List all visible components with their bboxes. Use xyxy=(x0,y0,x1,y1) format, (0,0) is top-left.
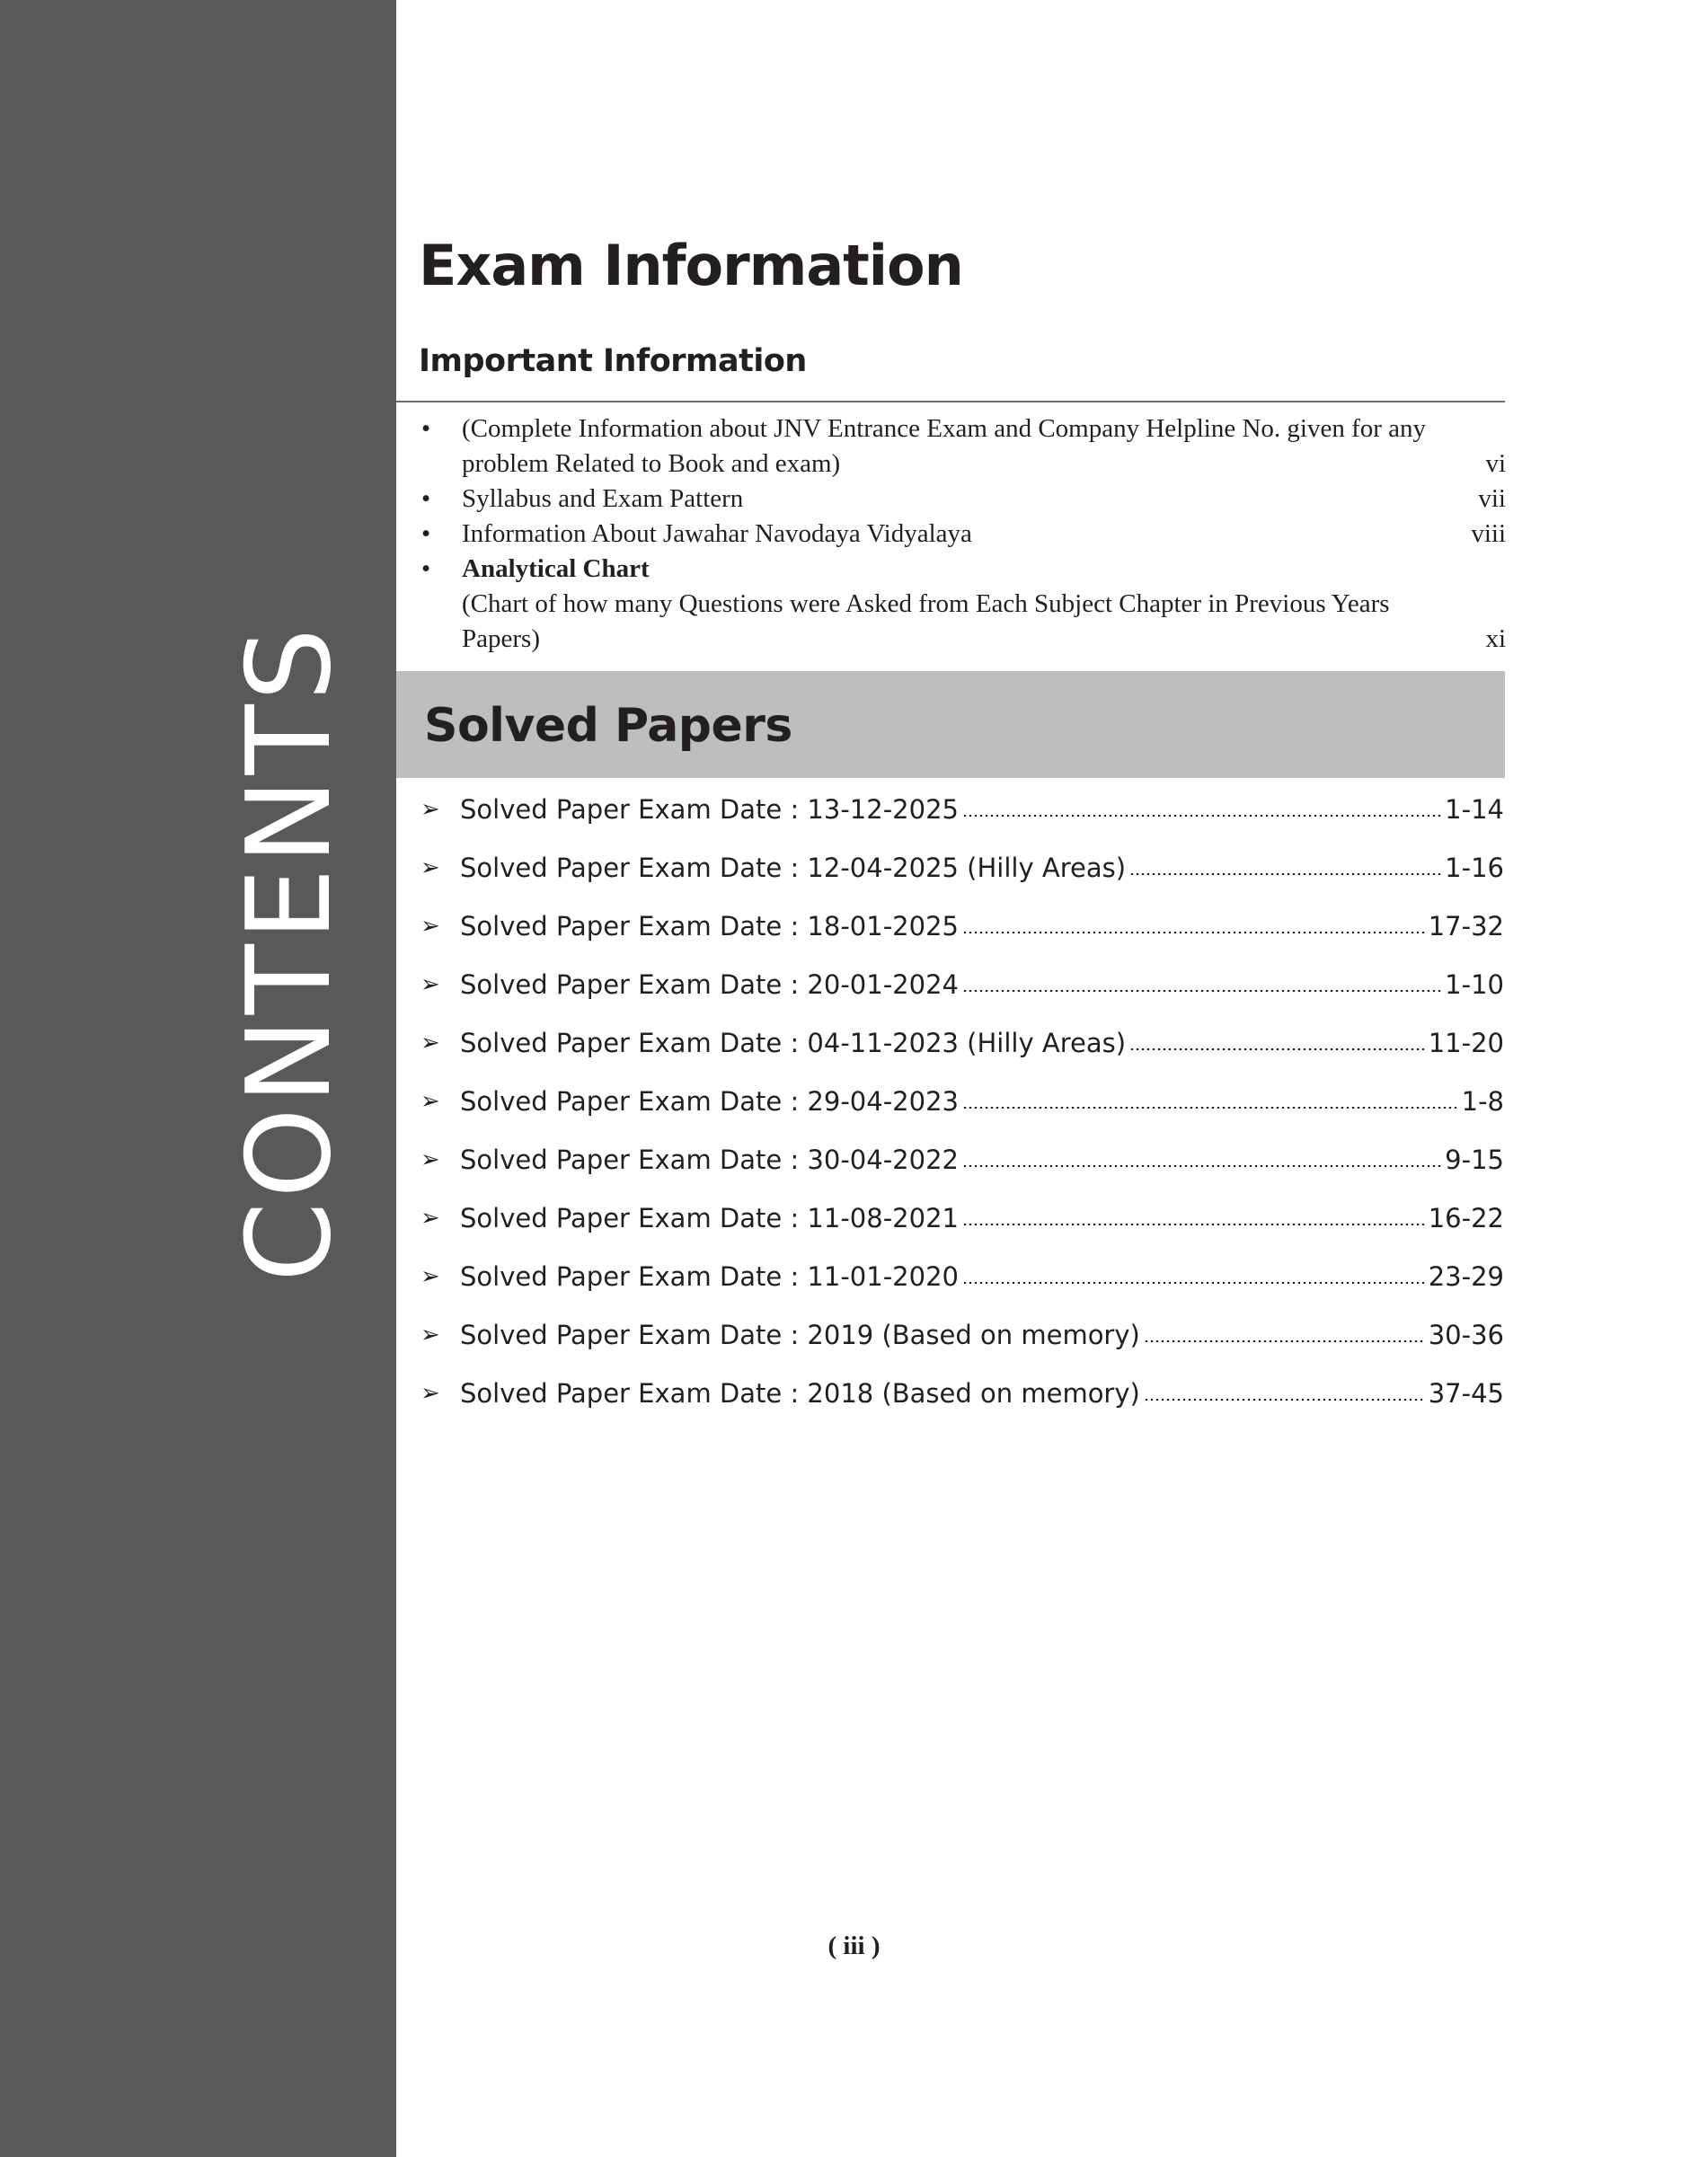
solved-paper-entry xyxy=(420,848,1504,888)
solved-paper-entry xyxy=(420,790,1504,829)
solved-paper-pages: 1-10 xyxy=(1445,969,1504,1000)
exam-information-title: Exam Information xyxy=(419,233,963,298)
dot-leader xyxy=(962,1107,1458,1109)
info-page-number: vii xyxy=(1478,484,1506,513)
info-line xyxy=(419,482,1506,516)
info-page-number: vi xyxy=(1485,449,1506,478)
solved-paper-pages: 37-45 xyxy=(1428,1378,1504,1409)
solved-paper-label: Solved Paper Exam Date : 11-08-2021 xyxy=(460,1203,959,1233)
section-divider xyxy=(396,401,1505,402)
solved-paper-label: Solved Paper Exam Date : 18-01-2025 xyxy=(460,911,959,941)
info-text: Information About Jawahar Navodaya Vidyalaya xyxy=(462,519,972,548)
dot-leader xyxy=(962,990,1441,992)
solved-paper-label: Solved Paper Exam Date : 2018 (Based on memory) xyxy=(460,1378,1140,1409)
sidebar-title: CONTENTS xyxy=(223,623,357,1283)
dot-leader xyxy=(962,932,1425,933)
bullet-marker: • xyxy=(421,554,431,583)
dot-leader xyxy=(962,1224,1425,1225)
solved-paper-pages: 16-22 xyxy=(1428,1203,1504,1233)
info-line xyxy=(419,552,1506,586)
solved-paper-label: Solved Paper Exam Date : 30-04-2022 xyxy=(460,1145,959,1175)
solved-paper-pages: 17-32 xyxy=(1428,911,1504,941)
info-line xyxy=(419,411,1506,446)
dot-leader xyxy=(1144,1340,1425,1342)
solved-paper-entry xyxy=(420,1023,1504,1063)
arrow-bullet-icon: ➢ xyxy=(420,1030,440,1056)
solved-paper-pages: 11-20 xyxy=(1428,1028,1504,1058)
solved-paper-pages: 30-36 xyxy=(1428,1320,1504,1350)
solved-papers-title: Solved Papers xyxy=(424,699,792,753)
arrow-bullet-icon: ➢ xyxy=(420,796,440,823)
solved-paper-entry xyxy=(420,1374,1504,1413)
important-information-heading: Important Information xyxy=(419,343,807,379)
bullet-marker: • xyxy=(421,414,431,443)
info-text: Syllabus and Exam Pattern xyxy=(462,484,744,513)
solved-paper-label: Solved Paper Exam Date : 20-01-2024 xyxy=(460,969,959,1000)
dot-leader xyxy=(962,815,1441,817)
solved-paper-label: Solved Paper Exam Date : 12-04-2025 (Hilly Areas) xyxy=(460,853,1127,883)
info-text: Papers) xyxy=(462,624,540,653)
solved-paper-entry xyxy=(420,1198,1504,1238)
arrow-bullet-icon: ➢ xyxy=(420,1263,440,1290)
dot-leader xyxy=(962,1165,1441,1167)
dot-leader xyxy=(1144,1399,1425,1401)
info-line xyxy=(419,446,1506,481)
dot-leader xyxy=(1129,873,1441,875)
solved-paper-label: Solved Paper Exam Date : 13-12-2025 xyxy=(460,794,959,825)
arrow-bullet-icon: ➢ xyxy=(420,1322,440,1348)
info-text: (Chart of how many Questions were Asked from Each Subject Chapter in Previous Years xyxy=(462,589,1390,618)
solved-paper-label: Solved Paper Exam Date : 2019 (Based on memory) xyxy=(460,1320,1140,1350)
info-text: (Complete Information about JNV Entrance Exam and Company Helpline No. given for any xyxy=(462,414,1426,443)
solved-paper-pages: 1-14 xyxy=(1445,794,1504,825)
dot-leader xyxy=(1129,1048,1425,1050)
arrow-bullet-icon: ➢ xyxy=(420,913,440,940)
info-text: problem Related to Book and exam) xyxy=(462,449,841,478)
info-page-number: xi xyxy=(1485,624,1506,653)
solved-paper-entry xyxy=(420,965,1504,1004)
solved-paper-pages: 23-29 xyxy=(1428,1261,1504,1292)
info-line xyxy=(419,587,1506,621)
solved-paper-entry xyxy=(420,906,1504,946)
arrow-bullet-icon: ➢ xyxy=(420,1146,440,1173)
contents-sidebar xyxy=(0,0,396,2157)
arrow-bullet-icon: ➢ xyxy=(420,1088,440,1115)
info-line xyxy=(419,622,1506,656)
solved-paper-label: Solved Paper Exam Date : 29-04-2023 xyxy=(460,1086,959,1117)
solved-paper-entry xyxy=(420,1257,1504,1296)
solved-paper-pages: 1-8 xyxy=(1461,1086,1504,1117)
solved-paper-entry xyxy=(420,1315,1504,1355)
solved-paper-label: Solved Paper Exam Date : 04-11-2023 (Hilly Areas) xyxy=(460,1028,1127,1058)
page-number: ( iii ) xyxy=(827,1932,881,1960)
arrow-bullet-icon: ➢ xyxy=(420,1380,440,1407)
solved-paper-entry xyxy=(420,1082,1504,1121)
dot-leader xyxy=(962,1282,1425,1284)
solved-paper-entry xyxy=(420,1140,1504,1180)
arrow-bullet-icon: ➢ xyxy=(420,854,440,881)
arrow-bullet-icon: ➢ xyxy=(420,1205,440,1232)
arrow-bullet-icon: ➢ xyxy=(420,971,440,998)
info-line xyxy=(419,517,1506,551)
solved-paper-pages: 9-15 xyxy=(1445,1145,1504,1175)
info-page-number: viii xyxy=(1471,519,1506,548)
solved-paper-label: Solved Paper Exam Date : 11-01-2020 xyxy=(460,1261,959,1292)
bullet-marker: • xyxy=(421,484,431,513)
info-text: Analytical Chart xyxy=(462,554,650,583)
bullet-marker: • xyxy=(421,519,431,548)
solved-paper-pages: 1-16 xyxy=(1445,853,1504,883)
